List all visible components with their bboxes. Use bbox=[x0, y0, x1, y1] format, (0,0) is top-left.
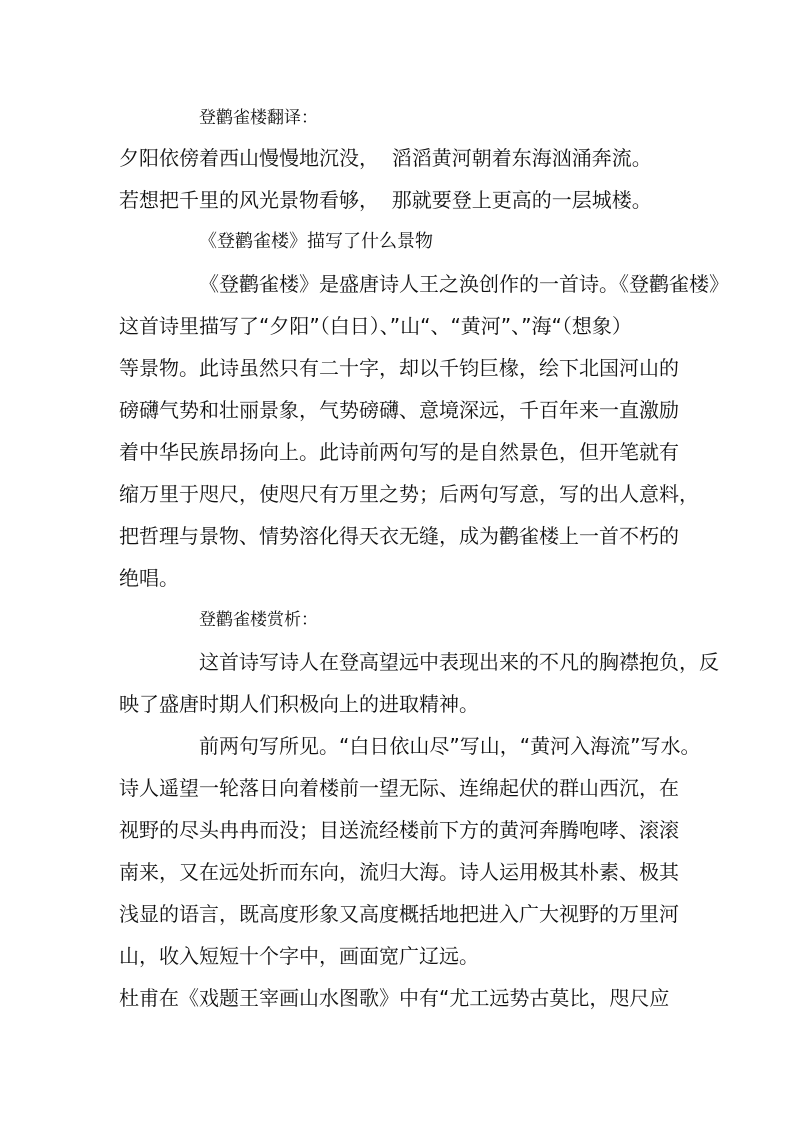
scenery-paragraph-line-3: 等景物。此诗虽然只有二十字，却以千钧巨椽，绘下北国河山的 bbox=[119, 356, 679, 380]
scenery-paragraph-line-1: 《登鹳雀楼》是盛唐诗人王之涣创作的一首诗。《登鹳雀楼》 bbox=[199, 272, 729, 296]
scenery-paragraph-line-5: 着中华民族昂扬向上。此诗前两句写的是自然景色，但开笔就有 bbox=[119, 440, 679, 464]
translation-line-2: 若想把千里的风光景物看够， 那就要登上更高的一层城楼。 bbox=[119, 188, 652, 212]
scenery-paragraph-line-8: 绝唱。 bbox=[119, 566, 179, 590]
scenery-paragraph-line-2: 这首诗里描写了“夕阳”（白日）、”山“、“黄河”、”海“（想象） bbox=[119, 314, 632, 338]
section-heading-scenery: 《登鹳雀楼》描写了什么景物 bbox=[199, 231, 433, 252]
appreciation-paragraph-2-line-1: 前两句写所见。“白日依山尽”写山，“黄河入海流”写水。 bbox=[199, 734, 701, 758]
appreciation-paragraph-2-line-5: 浅显的语言，既高度形象又高度概括地把进入广大视野的万里河 bbox=[119, 902, 679, 926]
appreciation-paragraph-1-line-1: 这首诗写诗人在登高望远中表现出来的不凡的胸襟抱负，反 bbox=[199, 650, 719, 674]
translation-line-1: 夕阳依傍着西山慢慢地沉没， 滔滔黄河朝着东海汹涌奔流。 bbox=[119, 146, 652, 170]
appreciation-paragraph-2-line-6: 山，收入短短十个字中，画面宽广辽远。 bbox=[119, 944, 479, 968]
section-heading-appreciation: 登鹳雀楼赏析： bbox=[199, 610, 318, 630]
scenery-paragraph-line-6: 缩万里于咫尺，使咫尺有万里之势；后两句写意，写的出人意料， bbox=[119, 482, 699, 506]
scenery-paragraph-line-4: 磅礴气势和壮丽景象，气势磅礴、意境深远，千百年来一直激励 bbox=[119, 398, 679, 422]
appreciation-paragraph-1-line-2: 映了盛唐时期人们积极向上的进取精神。 bbox=[119, 692, 479, 716]
appreciation-paragraph-2-line-4: 南来，又在远处折而东向，流归大海。诗人运用极其朴素、极其 bbox=[119, 860, 679, 884]
section-heading-translation: 登鹳雀楼翻译： bbox=[199, 108, 318, 128]
appreciation-paragraph-3-line-1: 杜甫在《戏题王宰画山水图歌》中有“尤工远势古莫比，咫尺应 bbox=[119, 986, 670, 1010]
scenery-paragraph-line-7: 把哲理与景物、情势溶化得天衣无缝，成为鹳雀楼上一首不朽的 bbox=[119, 524, 679, 548]
appreciation-paragraph-2-line-2: 诗人遥望一轮落日向着楼前一望无际、连绵起伏的群山西沉，在 bbox=[119, 776, 679, 800]
appreciation-paragraph-2-line-3: 视野的尽头冉冉而没；目送流经楼前下方的黄河奔腾咆哮、滚滚 bbox=[119, 818, 679, 842]
